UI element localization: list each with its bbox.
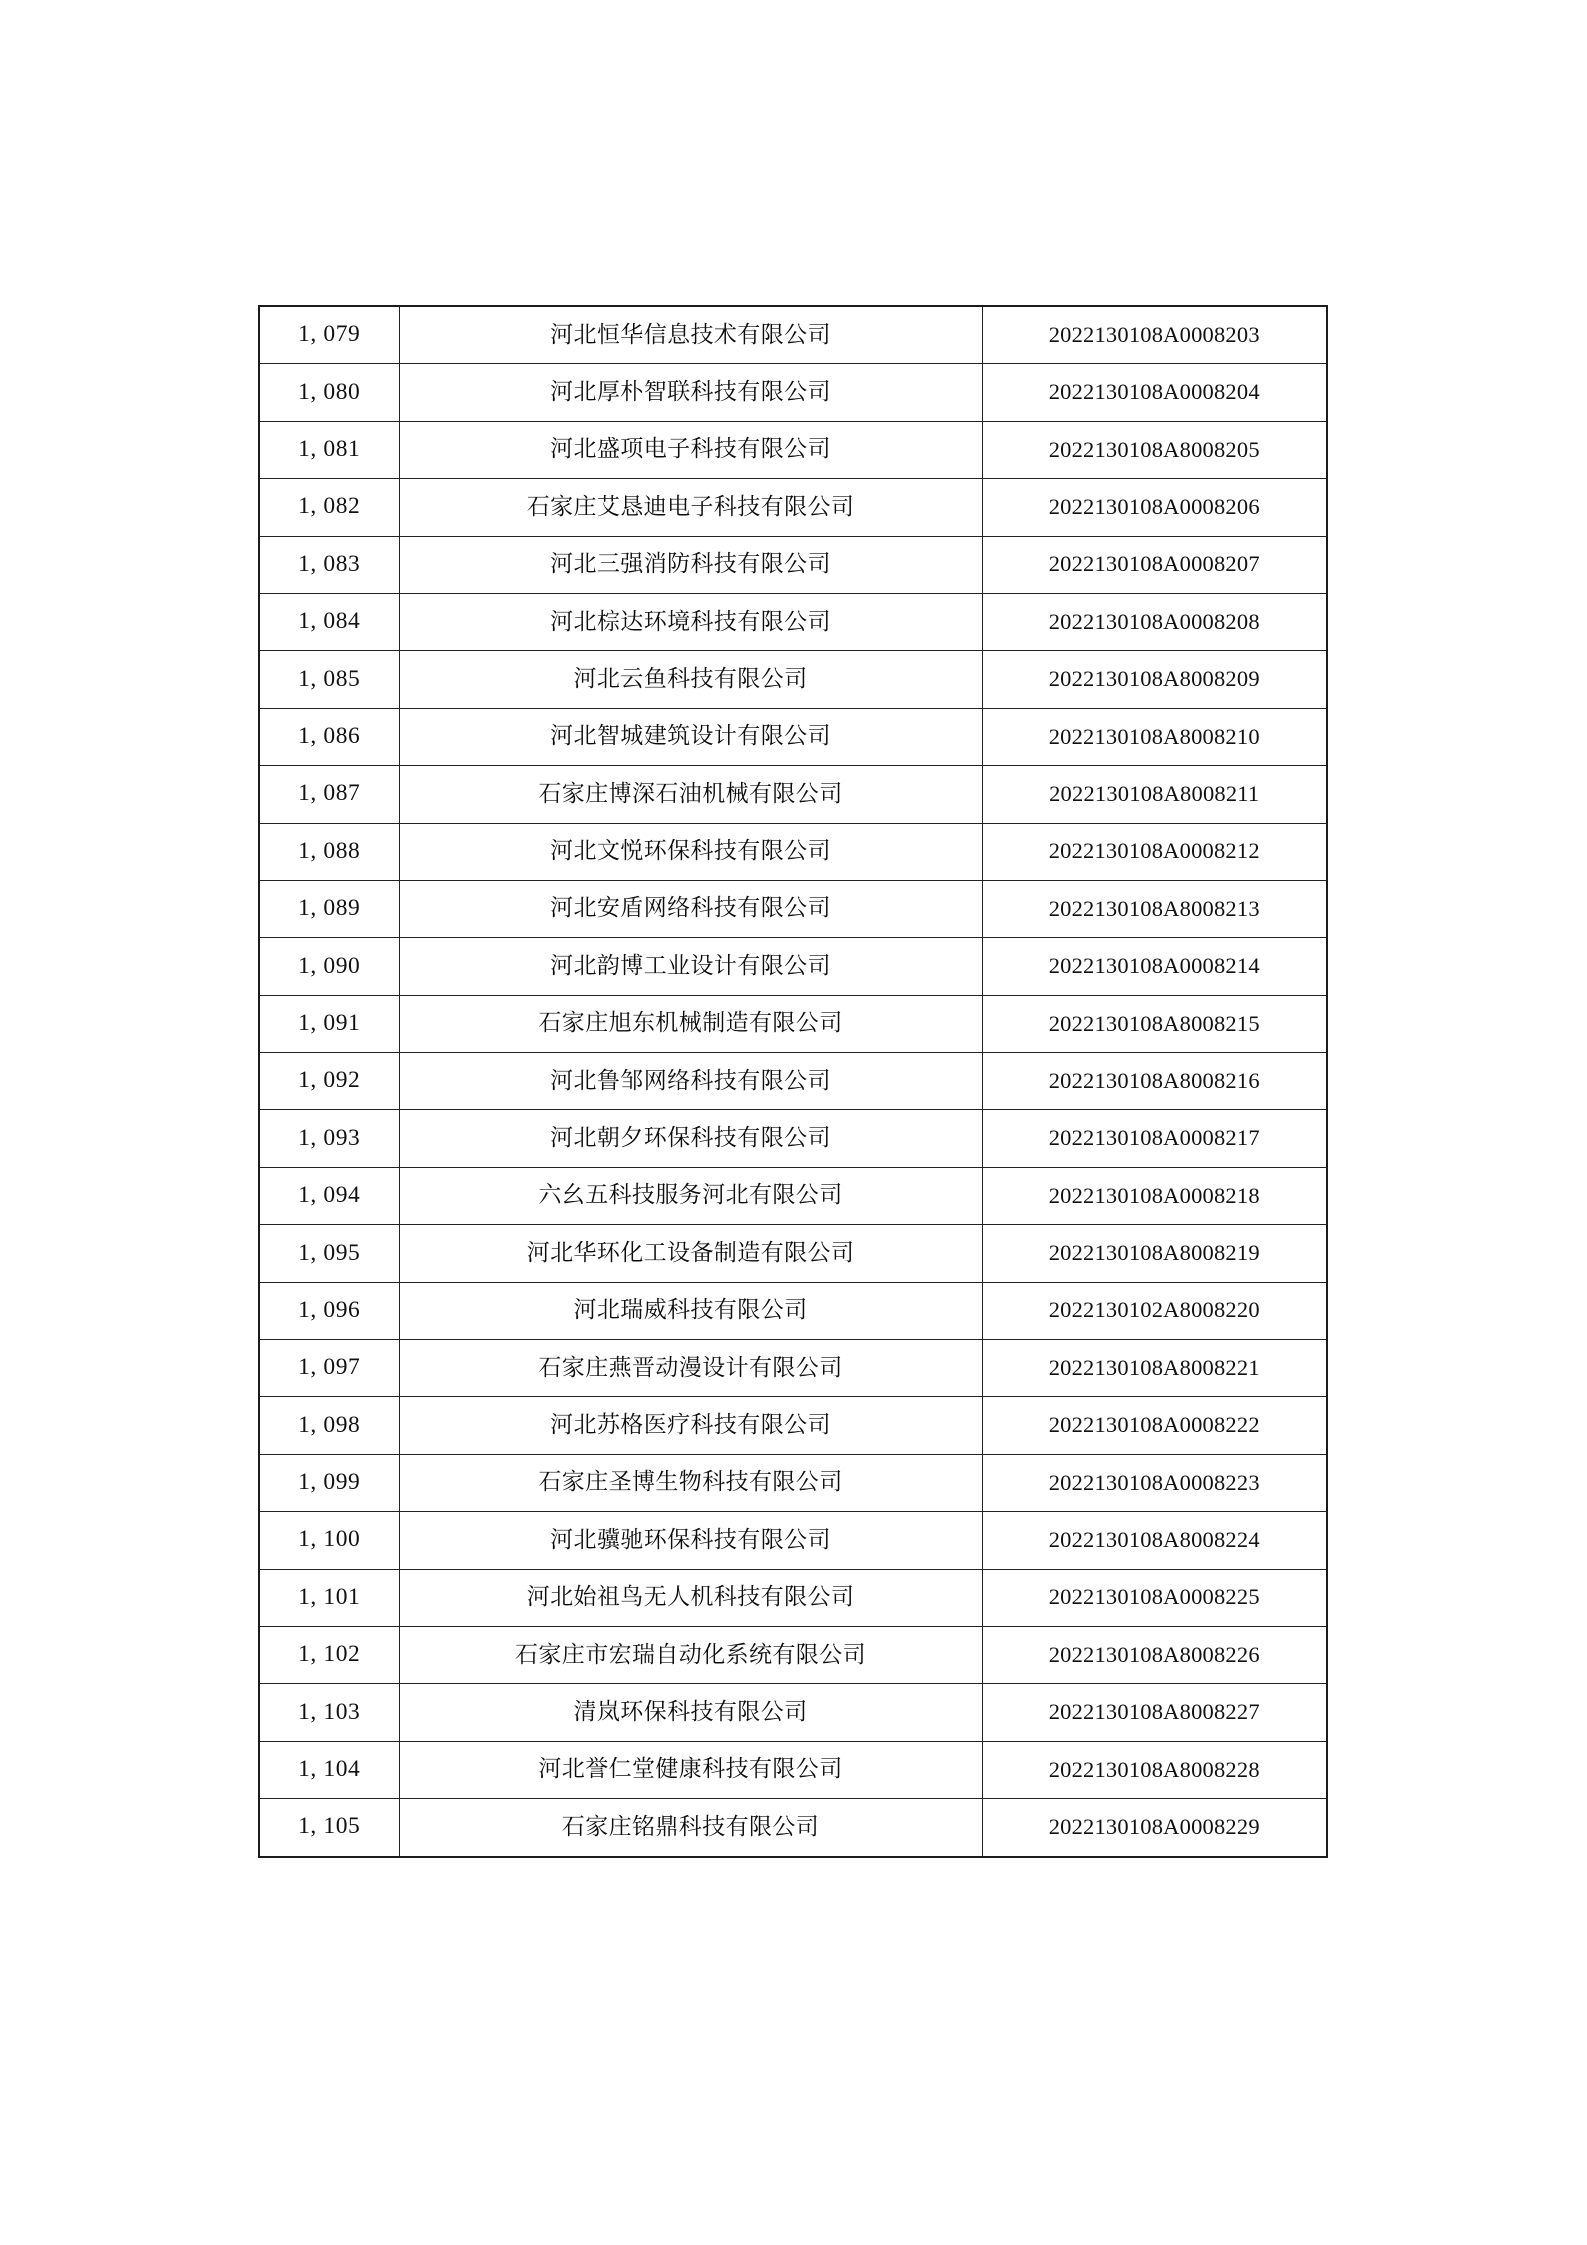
enterprise-listing-table-wrapper [258,305,1326,1858]
row-serial-number: 1, 093 [259,1110,399,1167]
row-enterprise-name: 河北厚朴智联科技有限公司 [399,364,982,421]
table-row [259,1569,1327,1626]
row-enterprise-name: 河北文悦环保科技有限公司 [399,823,982,880]
row-enterprise-name: 石家庄旭东机械制造有限公司 [399,995,982,1052]
row-certificate-code: 2022130108A0008207 [982,536,1327,593]
table-row [259,938,1327,995]
table-row [259,708,1327,765]
row-serial-number: 1, 097 [259,1340,399,1397]
table-row [259,1110,1327,1167]
row-enterprise-name: 河北瑞威科技有限公司 [399,1282,982,1339]
row-certificate-code: 2022130108A0008214 [982,938,1327,995]
row-serial-number: 1, 080 [259,364,399,421]
table-row [259,651,1327,708]
row-enterprise-name: 石家庄艾恳迪电子科技有限公司 [399,479,982,536]
row-serial-number: 1, 096 [259,1282,399,1339]
row-serial-number: 1, 098 [259,1397,399,1454]
row-certificate-code: 2022130102A8008220 [982,1282,1327,1339]
row-enterprise-name: 河北安盾网络科技有限公司 [399,880,982,937]
row-certificate-code: 2022130108A0008206 [982,479,1327,536]
table-row [259,995,1327,1052]
row-certificate-code: 2022130108A8008219 [982,1225,1327,1282]
row-certificate-code: 2022130108A0008225 [982,1569,1327,1626]
row-serial-number: 1, 104 [259,1741,399,1798]
row-serial-number: 1, 090 [259,938,399,995]
row-enterprise-name: 河北恒华信息技术有限公司 [399,306,982,364]
row-enterprise-name: 河北智城建筑设计有限公司 [399,708,982,765]
row-certificate-code: 2022130108A8008216 [982,1053,1327,1110]
row-serial-number: 1, 085 [259,651,399,708]
table-row [259,1684,1327,1741]
row-enterprise-name: 河北华环化工设备制造有限公司 [399,1225,982,1282]
table-row [259,1512,1327,1569]
row-serial-number: 1, 079 [259,306,399,364]
table-row [259,1167,1327,1224]
row-certificate-code: 2022130108A0008208 [982,593,1327,650]
row-enterprise-name: 石家庄燕晋动漫设计有限公司 [399,1340,982,1397]
row-enterprise-name: 河北棕达环境科技有限公司 [399,593,982,650]
table-row [259,421,1327,478]
table-row [259,536,1327,593]
row-certificate-code: 2022130108A8008226 [982,1626,1327,1683]
row-enterprise-name: 河北始祖鸟无人机科技有限公司 [399,1569,982,1626]
row-enterprise-name: 石家庄圣博生物科技有限公司 [399,1454,982,1511]
row-serial-number: 1, 101 [259,1569,399,1626]
row-enterprise-name: 河北骥驰环保科技有限公司 [399,1512,982,1569]
row-serial-number: 1, 099 [259,1454,399,1511]
row-enterprise-name: 河北鲁邹网络科技有限公司 [399,1053,982,1110]
row-serial-number: 1, 102 [259,1626,399,1683]
row-serial-number: 1, 092 [259,1053,399,1110]
row-serial-number: 1, 086 [259,708,399,765]
table-row [259,1340,1327,1397]
row-enterprise-name: 石家庄市宏瑞自动化系统有限公司 [399,1626,982,1683]
row-serial-number: 1, 081 [259,421,399,478]
table-row [259,1626,1327,1683]
table-row [259,479,1327,536]
row-serial-number: 1, 095 [259,1225,399,1282]
row-serial-number: 1, 103 [259,1684,399,1741]
row-certificate-code: 2022130108A8008211 [982,766,1327,823]
row-serial-number: 1, 089 [259,880,399,937]
row-serial-number: 1, 083 [259,536,399,593]
row-enterprise-name: 河北盛项电子科技有限公司 [399,421,982,478]
row-certificate-code: 2022130108A8008210 [982,708,1327,765]
row-certificate-code: 2022130108A0008229 [982,1799,1327,1857]
table-row [259,1053,1327,1110]
row-enterprise-name: 石家庄铭鼎科技有限公司 [399,1799,982,1857]
row-certificate-code: 2022130108A8008215 [982,995,1327,1052]
table-row [259,1282,1327,1339]
row-serial-number: 1, 105 [259,1799,399,1857]
row-certificate-code: 2022130108A0008218 [982,1167,1327,1224]
row-enterprise-name: 河北誉仁堂健康科技有限公司 [399,1741,982,1798]
table-row [259,1454,1327,1511]
row-enterprise-name: 清岚环保科技有限公司 [399,1684,982,1741]
row-certificate-code: 2022130108A8008209 [982,651,1327,708]
table-row [259,593,1327,650]
table-row [259,880,1327,937]
row-certificate-code: 2022130108A8008213 [982,880,1327,937]
table-body [259,306,1327,1857]
enterprise-listing-table [258,305,1328,1858]
table-row [259,1799,1327,1857]
table-row [259,1741,1327,1798]
row-serial-number: 1, 091 [259,995,399,1052]
row-enterprise-name: 石家庄博深石油机械有限公司 [399,766,982,823]
table-row [259,1225,1327,1282]
row-certificate-code: 2022130108A0008217 [982,1110,1327,1167]
row-certificate-code: 2022130108A8008221 [982,1340,1327,1397]
row-serial-number: 1, 100 [259,1512,399,1569]
row-certificate-code: 2022130108A0008222 [982,1397,1327,1454]
row-serial-number: 1, 082 [259,479,399,536]
row-enterprise-name: 河北苏格医疗科技有限公司 [399,1397,982,1454]
row-certificate-code: 2022130108A0008212 [982,823,1327,880]
row-enterprise-name: 河北云鱼科技有限公司 [399,651,982,708]
row-serial-number: 1, 084 [259,593,399,650]
row-enterprise-name: 河北三强消防科技有限公司 [399,536,982,593]
row-certificate-code: 2022130108A8008205 [982,421,1327,478]
row-certificate-code: 2022130108A8008227 [982,1684,1327,1741]
row-certificate-code: 2022130108A0008223 [982,1454,1327,1511]
table-row [259,766,1327,823]
table-row [259,306,1327,364]
table-row [259,364,1327,421]
row-serial-number: 1, 087 [259,766,399,823]
row-serial-number: 1, 094 [259,1167,399,1224]
row-certificate-code: 2022130108A0008203 [982,306,1327,364]
table-row [259,1397,1327,1454]
row-enterprise-name: 六幺五科技服务河北有限公司 [399,1167,982,1224]
table-row [259,823,1327,880]
row-certificate-code: 2022130108A8008228 [982,1741,1327,1798]
row-certificate-code: 2022130108A0008204 [982,364,1327,421]
row-enterprise-name: 河北韵博工业设计有限公司 [399,938,982,995]
row-serial-number: 1, 088 [259,823,399,880]
row-enterprise-name: 河北朝夕环保科技有限公司 [399,1110,982,1167]
row-certificate-code: 2022130108A8008224 [982,1512,1327,1569]
